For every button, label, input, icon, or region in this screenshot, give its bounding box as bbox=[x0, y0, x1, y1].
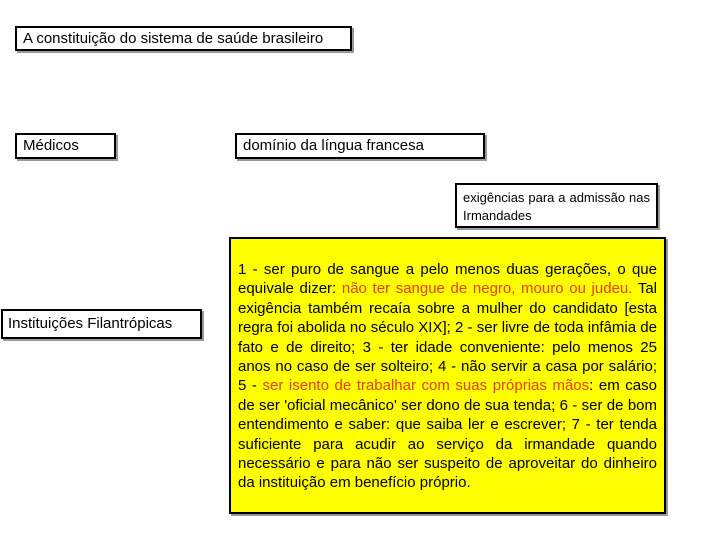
requirements-box bbox=[229, 237, 666, 514]
lingua-francesa-box bbox=[235, 133, 485, 159]
instituicoes-box bbox=[1, 309, 202, 339]
lingua-francesa-text: domínio da língua francesa bbox=[243, 137, 424, 154]
requirements-emphasis-2: ser isento de trabalhar com suas próprias mãos bbox=[262, 377, 590, 395]
medicos-box bbox=[15, 133, 116, 159]
requirements-emphasis-1: não ter sangue de negro, mouro ou judeu. bbox=[341, 280, 633, 298]
exigencias-box bbox=[455, 183, 658, 228]
requirements-text-1: 1 - ser puro de sangue a pelo menos duas gerações, o que equivale dizer: bbox=[238, 261, 657, 298]
title-text: A constituição do sistema de saúde brasileiro bbox=[23, 30, 324, 47]
instituicoes-text: Instituições Filantrópicas bbox=[8, 315, 173, 332]
requirements-text-3: : em caso de ser 'oficial mecânico' ser dono de sua tenda; 6 - ser de bom entendimento e saber: que saiba ler e escrever; 7 - ter tenda suficiente para acudir ao serviço da irmandade quando necessário e para não ser suspeito de aproveitar do dinheiro da instituição em benefício próprio. bbox=[238, 377, 657, 492]
medicos-text: Médicos bbox=[23, 137, 79, 154]
title-box bbox=[15, 26, 352, 51]
exigencias-text: exigências para a admissão nas Irmandades bbox=[463, 190, 650, 223]
requirements-text-2: Tal exigência também recaía sobre a mulher do candidato [esta regra foi abolida no século XIX]; 2 - ser livre de toda infâmia de fato e de direito; 3 - ter idade conveniente: pelo menos 25 anos no caso de ser solteiro; 4 - não servir a casa por salário; 5 - bbox=[238, 280, 657, 395]
